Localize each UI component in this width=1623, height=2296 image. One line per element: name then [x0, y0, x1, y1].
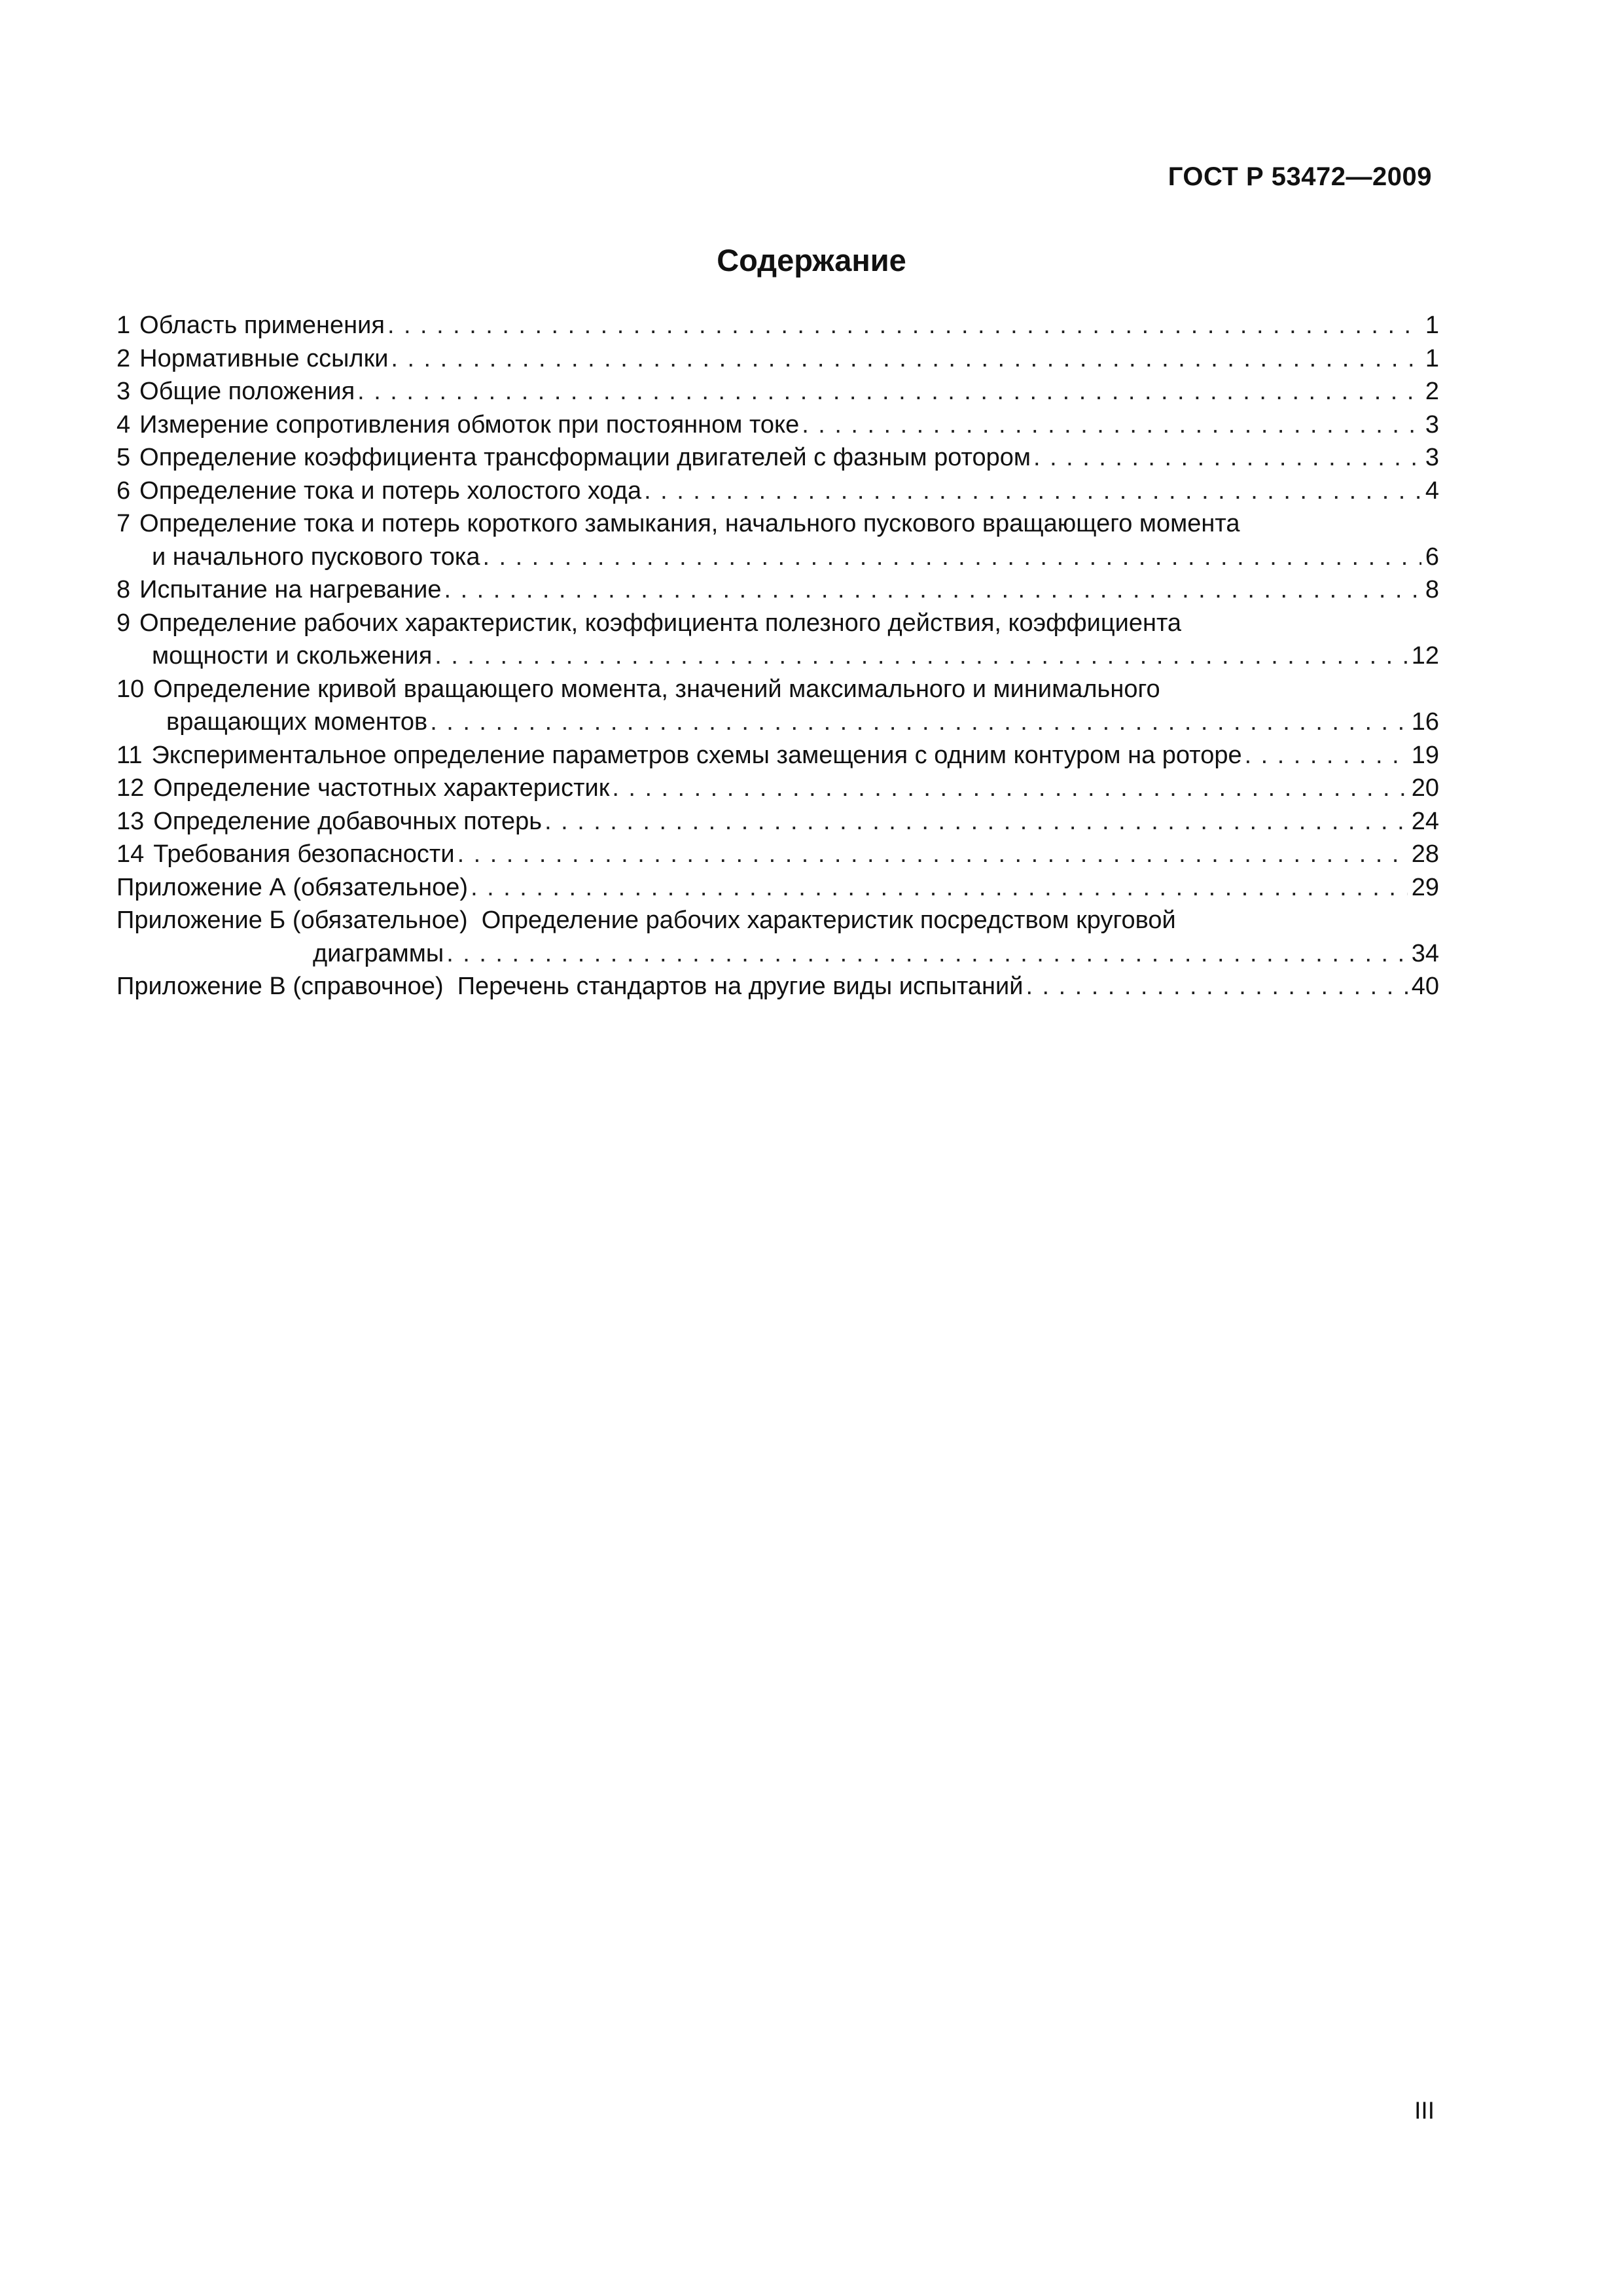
toc-entry-page: 29 [1411, 873, 1439, 901]
toc-leader-dots [1245, 739, 1408, 772]
toc-entry-number: 4 [116, 410, 131, 439]
toc-leader-dots [387, 309, 1421, 342]
toc-entry-9[interactable] [116, 607, 1439, 673]
toc-entry-title: Измерение сопротивления обмоток при постоянном токе [139, 410, 800, 439]
toc-entry-page: 8 [1425, 576, 1439, 603]
toc-entry-appendix-v[interactable] [116, 970, 1439, 1003]
toc-entry-title: Определение коэффициента трансформации двигателей с фазным ротором [139, 444, 1031, 471]
toc-entry-13[interactable] [116, 805, 1439, 838]
toc-entry-1[interactable] [116, 309, 1439, 342]
toc-entry-appendix-a[interactable] [116, 871, 1439, 905]
toc-entry-title: Определение рабочих характеристик, коэффициента полезного действия, коэффициента [139, 609, 1182, 637]
toc-entry-number: 6 [116, 476, 131, 505]
toc-entry-page: 1 [1425, 312, 1439, 339]
toc-entry-number: 2 [116, 344, 131, 372]
toc-entry-title: Приложение А (обязательное) [116, 873, 469, 901]
toc-entry-page: 3 [1425, 410, 1439, 439]
toc-entry-12[interactable] [116, 772, 1439, 805]
toc-entry-title: Требования безопасности [153, 840, 455, 868]
toc-entry-title: Определение частотных характеристик [153, 774, 610, 802]
toc-entry-number: 11 [116, 741, 143, 769]
toc-entry-number: 7 [116, 510, 131, 537]
toc-entry-title-continuation: диаграммы [313, 939, 444, 967]
toc-leader-dots [482, 541, 1421, 574]
toc-entry-number: 14 [116, 840, 145, 868]
toc-entry-page: 19 [1411, 741, 1439, 769]
toc-entry-title: Область применения [139, 312, 385, 339]
toc-entry-title: Испытание на нагревание [139, 576, 442, 603]
toc-entry-14[interactable] [116, 838, 1439, 871]
toc-entry-5[interactable] [116, 441, 1439, 475]
toc-entry-number: 13 [116, 807, 145, 835]
toc-entry-number: 12 [116, 774, 145, 802]
toc-entry-number: 9 [116, 609, 131, 637]
toc-leader-dots [357, 375, 1421, 408]
toc-entry-number: 8 [116, 576, 131, 603]
toc-entry-title: Определение добавочных потерь [153, 807, 543, 835]
toc-entry-number: 1 [116, 312, 131, 339]
toc-entry-number: 10 [116, 675, 145, 703]
toc-leader-dots [430, 706, 1408, 739]
toc-entry-title: Определение тока и потерь короткого замыкания, начального пускового вращающего момента [139, 510, 1240, 537]
toc-leader-dots [1033, 441, 1421, 475]
toc-entry-page: 6 [1425, 543, 1439, 571]
toc-entry-3[interactable] [116, 375, 1439, 408]
table-of-contents [116, 309, 1439, 1003]
toc-entry-page: 1 [1425, 344, 1439, 372]
toc-leader-dots [446, 937, 1407, 971]
toc-entry-page: 3 [1425, 444, 1439, 471]
toc-entry-7[interactable] [116, 507, 1439, 573]
toc-entry-title: Экспериментальное определение параметров схемы замещения с одним контуром на роторе [151, 741, 1242, 769]
toc-entry-6[interactable] [116, 475, 1439, 508]
toc-entry-page: 28 [1411, 840, 1439, 868]
toc-entry-title: Приложение Б (обязательное) Определение рабочих характеристик посредством круговой [116, 906, 1176, 934]
toc-entry-page: 40 [1411, 973, 1439, 1000]
toc-entry-number: 3 [116, 378, 131, 405]
toc-entry-title: Приложение В (справочное) Перечень стандартов на другие виды испытаний [116, 973, 1024, 1000]
toc-entry-4[interactable] [116, 408, 1439, 442]
toc-leader-dots [644, 475, 1421, 508]
toc-entry-title: Определение тока и потерь холостого хода [139, 476, 642, 505]
toc-entry-page: 12 [1411, 642, 1439, 670]
toc-entry-appendix-b[interactable] [116, 904, 1439, 970]
toc-leader-dots [802, 408, 1421, 442]
toc-leader-dots [457, 838, 1408, 871]
toc-leader-dots [435, 639, 1407, 673]
toc-title: Содержание [717, 243, 906, 278]
toc-entry-page: 24 [1411, 807, 1439, 835]
toc-entry-11[interactable] [116, 739, 1439, 772]
toc-entry-title-continuation: и начального пускового тока [152, 543, 480, 571]
toc-leader-dots [544, 805, 1408, 838]
toc-entry-2[interactable] [116, 342, 1439, 376]
toc-leader-dots [391, 342, 1421, 376]
toc-entry-number: 5 [116, 444, 131, 471]
toc-leader-dots [444, 573, 1421, 607]
toc-entry-page: 2 [1425, 378, 1439, 405]
toc-entry-title: Определение кривой вращающего момента, значений максимального и минимального [153, 675, 1160, 703]
page-number: III [1414, 2097, 1435, 2124]
toc-entry-title: Нормативные ссылки [139, 344, 389, 372]
toc-entry-8[interactable] [116, 573, 1439, 607]
toc-entry-page: 16 [1411, 708, 1439, 736]
toc-leader-dots [1026, 970, 1407, 1003]
toc-entry-page: 4 [1425, 476, 1439, 505]
toc-entry-title-continuation: мощности и скольжения [152, 642, 433, 670]
toc-entry-10[interactable] [116, 673, 1439, 739]
toc-entry-page: 20 [1411, 774, 1439, 802]
toc-entry-title-continuation: вращающих моментов [166, 708, 428, 736]
toc-entry-title: Общие положения [139, 378, 355, 405]
document-code: ГОСТ Р 53472—2009 [1168, 162, 1432, 191]
toc-leader-dots [612, 772, 1407, 805]
toc-leader-dots [471, 871, 1408, 905]
toc-entry-page: 34 [1411, 939, 1439, 967]
